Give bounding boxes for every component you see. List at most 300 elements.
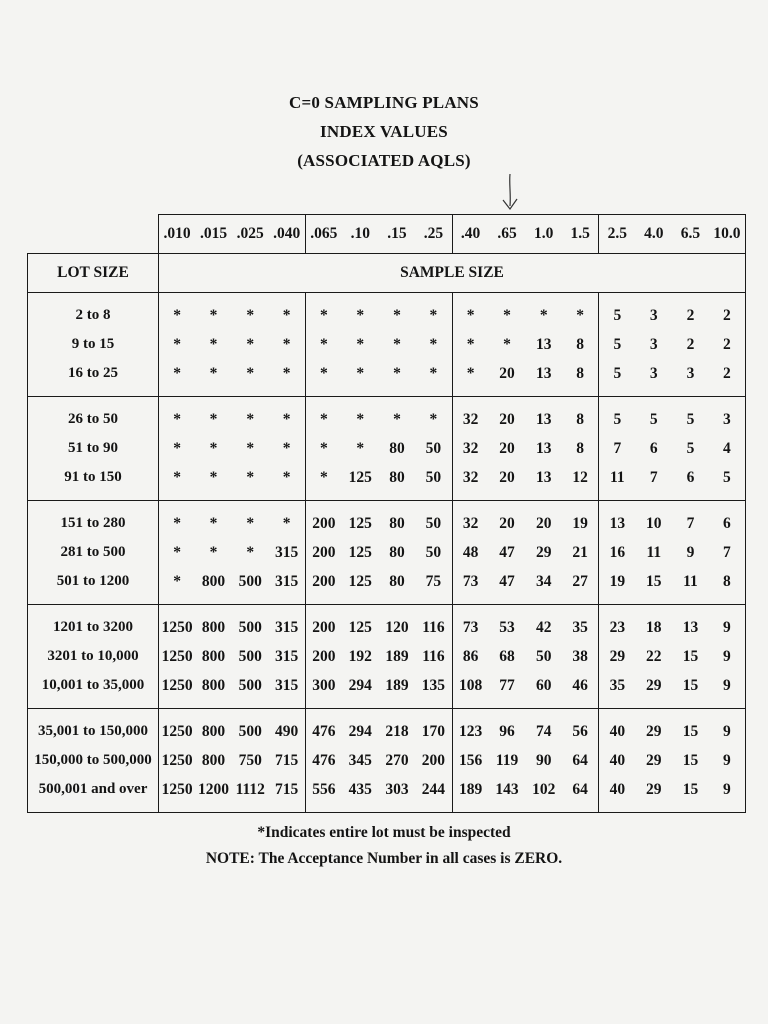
sample-size-cell: 125 (348, 543, 372, 561)
sample-size-cell: 244 (415, 775, 452, 813)
sample-size-cell: 42 (535, 618, 552, 636)
aql-value: 1.5 (562, 215, 599, 254)
sample-size-cell: 500 (232, 567, 269, 605)
sample-size-cell: 303 (379, 775, 416, 813)
sample-size-cell: 20 (499, 410, 515, 428)
sample-size-cell: 6 (672, 463, 709, 501)
sample-size-cell: * (246, 543, 255, 561)
sample-size-cell: 13 (682, 618, 699, 636)
sample-size-cell: * (356, 306, 365, 324)
table-body (28, 293, 746, 813)
sample-size-cell: 800 (201, 751, 226, 769)
sample-size-cell: 2 (709, 330, 746, 359)
aql-value: .25 (415, 215, 452, 254)
sample-size-cell: 47 (489, 567, 526, 605)
table-row (28, 359, 746, 397)
sample-size-cell: * (429, 410, 438, 428)
sample-size-cell: * (159, 538, 196, 567)
sample-size-cell: * (159, 359, 196, 397)
sample-size-cell: * (503, 335, 511, 353)
lot-size-cell: 16 to 25 (28, 359, 159, 397)
sample-size-cell: 500 (238, 722, 262, 740)
sample-size-cell: 8 (709, 567, 746, 605)
lot-size-cell: 10,001 to 35,000 (28, 671, 159, 709)
sample-size-cell: * (429, 335, 438, 353)
sample-size-cell: 7 (686, 514, 695, 532)
sample-size-cell: 68 (499, 647, 515, 665)
sample-size-header: SAMPLE SIZE (159, 254, 746, 293)
sample-size-cell: * (232, 463, 269, 501)
sample-size-cell: 189 (379, 671, 416, 709)
sample-size-cell: * (159, 434, 196, 463)
sample-size-cell: 125 (348, 514, 372, 532)
sample-size-cell: 5 (709, 463, 746, 501)
table-row (28, 671, 746, 709)
sample-size-cell: 50 (425, 439, 442, 457)
sample-size-cell: 9 (709, 746, 746, 775)
sample-size-cell: * (393, 306, 401, 324)
sample-size-cell: 7 (635, 463, 672, 501)
lot-size-cell: 1201 to 3200 (28, 605, 159, 643)
sample-size-cell: * (305, 463, 342, 501)
sample-size-cell: 800 (201, 722, 226, 740)
table-row (28, 330, 746, 359)
sample-size-cell: * (379, 359, 416, 397)
lot-size-cell: 35,001 to 150,000 (28, 709, 159, 747)
sample-size-cell: 29 (599, 642, 636, 671)
sampling-plan-table (27, 214, 746, 813)
sample-size-cell: * (356, 335, 365, 353)
sample-size-cell: 1250 (159, 671, 196, 709)
sample-size-cell: 156 (452, 746, 489, 775)
sample-size-cell: * (452, 293, 489, 331)
sample-size-cell: 35 (599, 671, 636, 709)
sample-size-cell: 11 (646, 543, 662, 561)
sample-size-cell: 200 (305, 567, 342, 605)
sample-size-cell: 80 (389, 514, 405, 532)
sample-size-cell: * (576, 306, 585, 324)
sample-size-cell: * (356, 439, 365, 457)
sample-size-cell: 50 (425, 543, 442, 561)
sample-size-cell: 29 (646, 722, 662, 740)
sample-size-cell: * (269, 359, 306, 397)
sample-size-cell: 800 (201, 618, 226, 636)
sample-size-cell: * (195, 359, 232, 397)
sample-size-cell: 60 (525, 671, 562, 709)
sample-size-cell: 13 (599, 501, 636, 539)
sample-size-cell: 46 (562, 671, 599, 709)
sample-size-cell: * (232, 359, 269, 397)
sample-size-cell: 1250 (159, 642, 196, 671)
title-line-1: C=0 SAMPLING PLANS (289, 93, 479, 112)
lot-size-cell: 51 to 90 (28, 434, 159, 463)
lot-size-cell: 151 to 280 (28, 501, 159, 539)
sample-size-cell: 20 (489, 463, 526, 501)
sample-size-cell: 50 (425, 514, 442, 532)
sample-size-cell: 500 (232, 671, 269, 709)
sample-size-cell: 490 (275, 722, 299, 740)
table-row (28, 463, 746, 501)
sample-size-cell: 40 (599, 746, 636, 775)
aql-header-row (28, 215, 746, 254)
sample-size-cell: 15 (682, 647, 699, 665)
sample-size-cell: 200 (305, 538, 342, 567)
sample-size-cell: 27 (562, 567, 599, 605)
sample-size-cell: * (246, 439, 255, 457)
sample-size-cell: * (305, 359, 342, 397)
footnote (0, 820, 768, 872)
sample-size-cell: 77 (489, 671, 526, 709)
sample-size-cell: * (356, 410, 365, 428)
aql-value: .40 (452, 215, 489, 254)
sample-size-cell: * (539, 306, 548, 324)
sample-size-cell: 7 (599, 434, 636, 463)
sample-size-cell: 22 (646, 647, 662, 665)
sample-size-cell: 2 (686, 335, 695, 353)
aql-value: .10 (342, 215, 379, 254)
table-row (28, 538, 746, 567)
sample-size-cell: 64 (562, 775, 599, 813)
sample-size-cell: 13 (525, 359, 562, 397)
sample-size-cell: * (282, 410, 291, 428)
sample-size-cell: 800 (195, 671, 232, 709)
sample-size-cell: 32 (452, 434, 489, 463)
column-header-row (28, 254, 746, 293)
sample-size-cell: 345 (348, 751, 372, 769)
sample-size-cell: 3 (709, 397, 746, 435)
sample-size-cell: 16 (599, 538, 636, 567)
sample-size-cell: 135 (415, 671, 452, 709)
sample-size-cell: * (159, 567, 196, 605)
sample-size-cell: * (452, 359, 489, 397)
sample-size-cell: 20 (489, 359, 526, 397)
sample-size-cell: 270 (385, 751, 409, 769)
table-row (28, 709, 746, 747)
footnote-asterisk-note: *Indicates entire lot must be inspected (257, 824, 511, 841)
sample-size-cell: 476 (305, 746, 342, 775)
sample-size-cell: 315 (275, 543, 299, 561)
sample-size-cell: 7 (709, 538, 746, 567)
sample-size-cell: 40 (599, 775, 636, 813)
table-row (28, 293, 746, 331)
sample-size-cell: 5 (649, 410, 658, 428)
aql-value: .065 (305, 215, 342, 254)
sample-size-cell: 125 (342, 567, 379, 605)
sample-size-cell: 15 (682, 751, 699, 769)
sample-size-cell: 315 (275, 618, 299, 636)
sample-size-cell: 500 (238, 647, 262, 665)
sample-size-cell: 20 (535, 514, 552, 532)
sample-size-cell: 5 (599, 330, 636, 359)
lot-size-cell: 150,000 to 500,000 (28, 746, 159, 775)
sample-size-cell: 5 (599, 293, 636, 331)
sample-size-cell: 5 (686, 439, 695, 457)
sample-size-cell: 50 (535, 647, 552, 665)
aql-value: .025 (232, 215, 269, 254)
lot-size-cell: 3201 to 10,000 (28, 642, 159, 671)
sample-size-cell: 47 (499, 543, 515, 561)
sample-size-cell: * (246, 335, 255, 353)
sample-size-cell: 2 (709, 359, 746, 397)
sample-size-cell: 715 (275, 751, 299, 769)
sample-size-cell: 170 (421, 722, 446, 740)
aql-value: .015 (195, 215, 232, 254)
sample-size-cell: 40 (599, 709, 636, 747)
sample-size-cell: 300 (305, 671, 342, 709)
table-row (28, 501, 746, 539)
sample-size-cell: 15 (635, 567, 672, 605)
sample-size-cell: 218 (385, 722, 409, 740)
sample-size-cell: 15 (682, 722, 699, 740)
sample-size-cell: 143 (489, 775, 526, 813)
sample-size-cell: 123 (452, 709, 489, 747)
sample-size-cell: 1112 (232, 775, 269, 813)
sample-size-cell: 116 (422, 618, 445, 636)
sample-size-cell: * (159, 330, 196, 359)
sample-size-cell: 315 (275, 647, 299, 665)
sample-size-cell: * (209, 543, 218, 561)
sample-size-cell: 50 (415, 463, 452, 501)
sample-size-cell: 19 (599, 567, 636, 605)
sample-size-cell: 29 (535, 543, 552, 561)
sample-size-cell: 500 (238, 618, 262, 636)
sample-size-cell: 29 (635, 775, 672, 813)
sample-size-cell: * (342, 359, 379, 397)
sample-size-cell: 200 (421, 751, 446, 769)
sample-size-cell: 10 (646, 514, 662, 532)
sample-size-cell: 189 (452, 775, 489, 813)
sample-size-cell: 86 (452, 642, 489, 671)
sample-size-cell: * (269, 463, 306, 501)
sample-size-cell: 1250 (159, 775, 196, 813)
sample-size-cell: 29 (646, 751, 662, 769)
sample-size-cell: 2 (686, 306, 695, 324)
sample-size-cell: * (209, 514, 218, 532)
sample-size-cell: * (415, 359, 452, 397)
sample-size-cell: 48 (452, 538, 489, 567)
sample-size-cell: 53 (499, 618, 515, 636)
sample-size-cell: 1250 (159, 746, 196, 775)
sample-size-cell: 15 (672, 775, 709, 813)
sample-size-cell: 13 (525, 463, 562, 501)
sample-size-cell: 90 (535, 751, 552, 769)
sample-size-cell: * (503, 306, 511, 324)
sample-size-cell: 3 (649, 306, 658, 324)
sample-size-cell: 64 (572, 751, 588, 769)
sample-size-cell: 32 (452, 463, 489, 501)
sample-size-cell: 32 (452, 397, 489, 435)
sample-size-cell: 5 (599, 359, 636, 397)
lot-size-cell: 9 to 15 (28, 330, 159, 359)
sample-size-cell: 38 (572, 647, 588, 665)
sample-size-cell: * (195, 463, 232, 501)
sample-size-cell: 34 (525, 567, 562, 605)
sample-size-cell: 116 (422, 647, 445, 665)
sample-size-cell: * (209, 439, 218, 457)
sample-size-cell: 435 (342, 775, 379, 813)
sample-size-cell: 80 (389, 439, 405, 457)
sample-size-cell: * (246, 514, 255, 532)
lot-size-cell: 91 to 150 (28, 463, 159, 501)
sample-size-cell: 3 (635, 359, 672, 397)
sample-size-cell: 8 (562, 359, 599, 397)
sample-size-cell: 120 (385, 618, 409, 636)
sample-size-cell: 9 (709, 671, 746, 709)
sample-size-cell: * (282, 514, 291, 532)
sample-size-cell: * (159, 397, 196, 435)
aql-value: 6.5 (672, 215, 709, 254)
sample-size-cell: 4 (709, 434, 746, 463)
aql-value: 1.0 (525, 215, 562, 254)
sample-size-cell: 294 (348, 722, 372, 740)
sample-size-cell: 1250 (159, 709, 196, 747)
sample-size-cell: 8 (576, 439, 585, 457)
sample-size-cell: 9 (709, 709, 746, 747)
sample-size-cell: * (159, 463, 196, 501)
sample-size-cell: * (159, 293, 196, 331)
sample-size-cell: 19 (572, 514, 588, 532)
title-line-2: INDEX VALUES (320, 122, 448, 141)
aql-value: 4.0 (635, 215, 672, 254)
sample-size-cell: 13 (535, 410, 552, 428)
lot-size-cell: 501 to 1200 (28, 567, 159, 605)
sample-size-cell: 11 (599, 463, 636, 501)
sample-size-cell: 5 (599, 397, 636, 435)
sample-size-cell: 74 (535, 722, 552, 740)
aql-corner-blank (28, 215, 159, 254)
sample-size-cell: 3 (672, 359, 709, 397)
table-row (28, 642, 746, 671)
sample-size-cell: 13 (535, 439, 552, 457)
table-row (28, 397, 746, 435)
sample-size-cell: 8 (576, 410, 585, 428)
aql-value: 10.0 (709, 215, 746, 254)
sample-size-cell: * (429, 306, 438, 324)
sample-size-cell: 189 (385, 647, 409, 665)
sample-size-cell: * (305, 397, 342, 435)
sample-size-cell: * (393, 335, 401, 353)
aql-value: .15 (379, 215, 416, 254)
sample-size-cell: 9 (709, 605, 746, 643)
sample-size-cell: * (159, 501, 196, 539)
table-row (28, 434, 746, 463)
lot-size-cell: 26 to 50 (28, 397, 159, 435)
sample-size-cell: 56 (572, 722, 588, 740)
sample-size-cell: 21 (572, 543, 588, 561)
sample-size-cell: 23 (599, 605, 636, 643)
aql-value: .65 (489, 215, 526, 254)
sample-size-cell: 750 (238, 751, 262, 769)
sample-size-cell: 315 (269, 671, 306, 709)
sample-size-cell: * (282, 306, 291, 324)
sample-size-cell: 192 (348, 647, 372, 665)
sample-size-cell: 20 (499, 439, 515, 457)
sample-size-cell: 12 (562, 463, 599, 501)
sample-size-cell: 715 (269, 775, 306, 813)
sample-size-cell: * (305, 293, 342, 331)
sample-size-cell: 73 (452, 567, 489, 605)
sample-size-cell: 13 (535, 335, 552, 353)
lot-size-cell: 500,001 and over (28, 775, 159, 813)
footnote-acceptance-note: NOTE: The Acceptance Number in all cases is ZERO. (205, 850, 563, 867)
sample-size-cell: 80 (379, 463, 416, 501)
sample-size-cell: * (393, 410, 401, 428)
sample-size-cell: * (305, 434, 342, 463)
sample-size-cell: 8 (576, 335, 585, 353)
lot-size-cell: 281 to 500 (28, 538, 159, 567)
sample-size-cell: 1200 (195, 775, 232, 813)
sample-size-cell: 476 (305, 709, 342, 747)
sample-size-cell: * (282, 439, 291, 457)
sample-size-cell: 6 (649, 439, 658, 457)
sample-size-cell: 32 (452, 501, 489, 539)
sample-size-cell: * (305, 330, 342, 359)
table-row (28, 775, 746, 813)
sample-size-cell: 18 (646, 618, 662, 636)
sample-size-cell: 73 (452, 605, 489, 643)
table-row (28, 567, 746, 605)
sample-size-cell: 9 (686, 543, 695, 561)
sample-size-cell: 294 (342, 671, 379, 709)
sample-size-cell: 15 (672, 671, 709, 709)
sample-size-cell: * (209, 306, 218, 324)
sample-size-cell: 125 (342, 463, 379, 501)
sample-size-cell: 800 (201, 647, 226, 665)
sample-size-cell: 35 (572, 618, 588, 636)
sample-size-cell: 108 (452, 671, 489, 709)
sample-size-cell: 29 (635, 671, 672, 709)
sample-size-cell: * (209, 410, 218, 428)
sample-size-cell: 6 (709, 501, 746, 539)
sample-size-cell: * (452, 330, 489, 359)
sample-size-cell: * (246, 410, 255, 428)
sample-size-cell: 200 (305, 605, 342, 643)
sample-size-cell: 1250 (159, 605, 196, 643)
sample-size-cell: 80 (389, 543, 405, 561)
sample-size-cell: 315 (269, 567, 306, 605)
sample-size-cell: 9 (709, 642, 746, 671)
sample-size-cell: 2 (709, 293, 746, 331)
sample-size-cell: 96 (499, 722, 515, 740)
handwritten-arrow-icon (500, 172, 520, 214)
sample-size-cell: 75 (415, 567, 452, 605)
sample-size-cell: * (246, 306, 255, 324)
sample-size-cell: 5 (686, 410, 695, 428)
sample-size-cell: 200 (305, 501, 342, 539)
lot-size-header: LOT SIZE (28, 254, 159, 293)
page-title (0, 88, 768, 175)
sample-size-cell: 11 (672, 567, 709, 605)
sample-size-cell: 800 (195, 567, 232, 605)
aql-value: 2.5 (599, 215, 636, 254)
sample-size-cell: 125 (348, 618, 372, 636)
aql-value: .040 (269, 215, 306, 254)
aql-value: .010 (159, 215, 196, 254)
sample-size-cell: 119 (495, 751, 519, 769)
sample-size-cell: 9 (709, 775, 746, 813)
sample-size-cell: * (282, 335, 291, 353)
sample-size-cell: 200 (305, 642, 342, 671)
sample-size-cell: 3 (649, 335, 658, 353)
sample-size-cell: 102 (525, 775, 562, 813)
sample-size-cell: 20 (499, 514, 515, 532)
table-row (28, 605, 746, 643)
lot-size-cell: 2 to 8 (28, 293, 159, 331)
table-row (28, 746, 746, 775)
title-line-3: (ASSOCIATED AQLS) (297, 151, 471, 170)
sample-size-cell: 80 (379, 567, 416, 605)
sample-size-cell: * (209, 335, 218, 353)
